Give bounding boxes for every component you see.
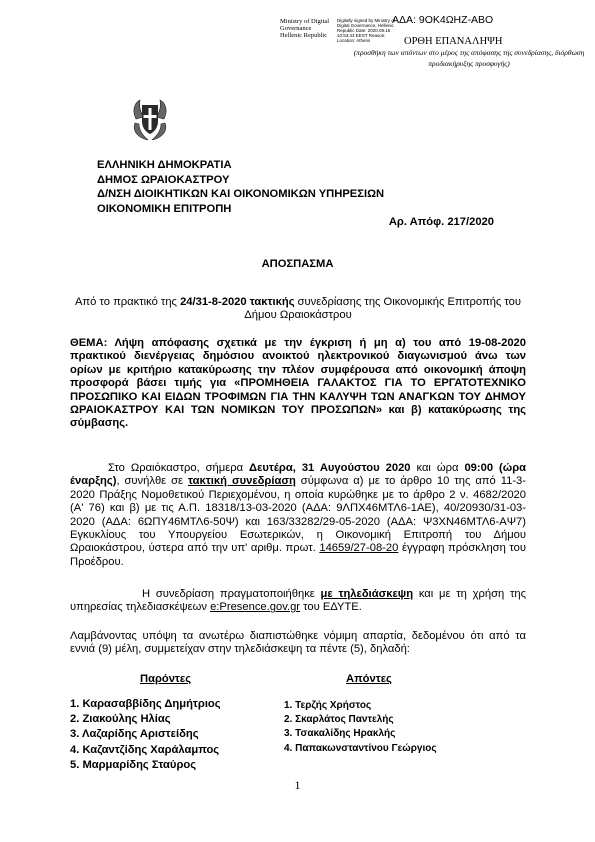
tele-text: και με τη χρήση της υπηρεσίας τηλεδιασκέψεων: [70, 588, 526, 614]
subject-paragraph: ΘΕΜΑ: Λήψη απόφασης σχετικά με την έγκριση ή μη α) του από 19-08-2020 πρακτικού διενέργειας δημόσιου ανοικτού ηλεκτρονικού διαγωνισμού άνω των ορίων με κριτήριο κατακύρωσης την πλέον συμφέρουσα από οικονομική άποψη προσφορά βάσει τιμής για «ΠΡΟΜΗΘΕΙΑ ΓΑΛΑΚΤΟΣ ΓΙΑ ΤΟ ΕΡΓΑΤΟΤΕΧΝΙΚΟ ΠΡΟΣΩΠΙΚΟ ΚΑΙ ΕΙΔΩΝ ΤΡΟΦΙΜΩΝ ΓΙΑ ΤΗΝ ΚΑΛΥΨΗ ΤΩΝ ΑΝΑΓΚΩΝ ΤΟΥ ΔΗΜΟΥ ΩΡΑΙΟΚΑΣΤΡΟΥ ΚΑΙ ΤΩΝ ΝΟΜΙΚΩΝ ΤΟΥ ΠΡΟΣΩΠΩΝ» και β) κατακύρωσης της σύμβασης.: [70, 337, 526, 430]
signature-ministry-line: Hellenic Republic: [280, 32, 328, 40]
tele-text: του ΕΔΥΤΕ.: [300, 601, 362, 614]
tele-text: Η συνεδρίαση πραγματοποιήθηκε: [142, 588, 321, 600]
header-line: Δ/ΝΣΗ ΔΙΟΙΚΗΤΙΚΩΝ ΚΑΙ ΟΙΚΟΝΟΜΙΚΩΝ ΥΠΗΡΕΣΙΩΝ: [97, 188, 385, 200]
correction-label: ΟΡΘΗ ΕΠΑΝΑΛΗΨΗ: [404, 36, 503, 47]
present-members-list: [70, 697, 221, 773]
list-item: 5. Μαρμαρίδης Σταύρος: [70, 758, 197, 771]
intro-text: Από το πρακτικό της: [74, 296, 181, 308]
absent-members-list: [284, 699, 437, 756]
header-line: ΕΛΛΗΝΙΚΗ ΔΗΜΟΚΡΑΤΙΑ: [97, 159, 232, 171]
meeting-text: , συνήλθε σε: [116, 475, 188, 488]
meeting-text: Στο Ωραιόκαστρο, σήμερα: [108, 462, 250, 474]
header-line: ΟΙΚΟΝΟΜΙΚΗ ΕΠΙΤΡΟΠΗ: [97, 202, 232, 215]
intro-paragraph: [70, 296, 526, 322]
meeting-day: Δευτέρα, 31 Αυγούστου 2020: [249, 462, 411, 474]
meeting-type: τακτική συνεδρίαση: [188, 475, 296, 488]
correction-note: (προσθήκη των απόντων στο μέρος της απόφασης της συνεδρίασης, διόρθωση προδιακήρυξης προσφυγής): [353, 48, 585, 68]
list-item: 4. Καζαντζίδης Χαράλαμπος: [70, 743, 220, 756]
meeting-time: 09:00 (ώρα έναρξης): [70, 462, 526, 488]
invitation-number: 14659/27-08-20: [319, 542, 399, 555]
list-item: 1. Καρασαββίδης Δημήτριος: [70, 698, 221, 710]
signature-ministry-line: Governance: [280, 25, 312, 33]
decision-number: Αρ. Απόφ. 217/2020: [388, 216, 494, 228]
meeting-text: και ώρα: [410, 462, 465, 474]
list-item: 4. Παπακωνσταντίνου Γεώργιος: [284, 742, 437, 754]
presence-link[interactable]: e:Presence.gov.gr: [210, 601, 301, 614]
page-number: 1: [294, 778, 301, 792]
digital-signature-block: [280, 14, 590, 74]
signature-ministry-line: Ministry of Digital: [280, 18, 330, 25]
present-heading: Παρόντες: [140, 673, 192, 685]
header-line: ΔΗΜΟΣ ΩΡΑΙΟΚΑΣΤΡΟΥ: [97, 173, 230, 186]
signature-ministry: [280, 18, 329, 40]
teleconference-paragraph: [70, 588, 526, 614]
meeting-paragraph: [70, 462, 526, 569]
quorum-paragraph: Λαμβάνοντας υπόψη τα ανωτέρω διαπιστώθηκε νόμιμη απαρτία, δεδομένου ότι από τα εννιά (9) μέλη, συμμετείχαν στην τηλεδιάσκεψη τα πέντε (5), δηλαδή:: [70, 630, 526, 656]
list-item: 1. Τερζής Χρήστος: [284, 700, 372, 711]
document-title: ΑΠΟΣΠΑΣΜΑ: [261, 258, 334, 270]
meeting-mode: με τηλεδιάσκεψη: [320, 588, 414, 600]
absent-heading: Απόντες: [346, 673, 392, 685]
greek-coat-of-arms-icon: [130, 97, 170, 142]
issuer-header: [97, 158, 384, 216]
meeting-text: έγγραφη πρόσκληση του Προέδρου.: [70, 542, 526, 568]
list-item: 2. Σκαρλάτος Παντελής: [284, 714, 394, 726]
list-item: 3. Λαζαρίδης Αριστείδης: [70, 728, 199, 741]
ada-code: ΑΔΑ: 9ΟΚ4ΩΗΖ-ΑΒΟ: [392, 14, 494, 26]
intro-text: συνεδρίασης της Οικονομικής Επιτροπής του Δήμου Ωραιοκάστρου: [244, 296, 522, 322]
list-item: 3. Τσακαλίδης Ηρακλής: [284, 728, 396, 740]
list-item: 2. Ζιακούλης Ηλίας: [70, 713, 171, 726]
signature-details: Digitally signed by Ministry of Digital Governance, Hellenic Republic Date: 2020.09.15 10:53:43 EEST Reason: Location: Athens: [337, 18, 396, 43]
meeting-text: σύμφωνα α) με το άρθρο 10 της από 11-3-2020 Πράξης Νομοθετικού Περιεχομένου, η οποία κυρώθηκε με το άρθρο 2 ν. 4682/2020 (Α' 76) και β) με τις Α.Π. 18318/13-03-2020 (ΑΔΑ: 9ΛΠΧ46ΜΤΛ6-1ΑΕ), 40/20930/31-03-2020 (ΑΔΑ: 6ΩΠΥ46ΜΤΛ6-50Ψ) και 163/33282/29-05-2020 (ΑΔΑ: Ψ3ΧΝ46ΜΤΛ6-ΑΨ7) Εγκυκλίους του Υπουργείου Εσωτερικών, η Οικονομική Επιτροπή του Δήμου Ωραιοκάστρου, ύστερα από την υπ' αριθμ. πρωτ.: [70, 475, 526, 555]
meeting-date: 24/31-8-2020 τακτικής: [180, 296, 295, 308]
